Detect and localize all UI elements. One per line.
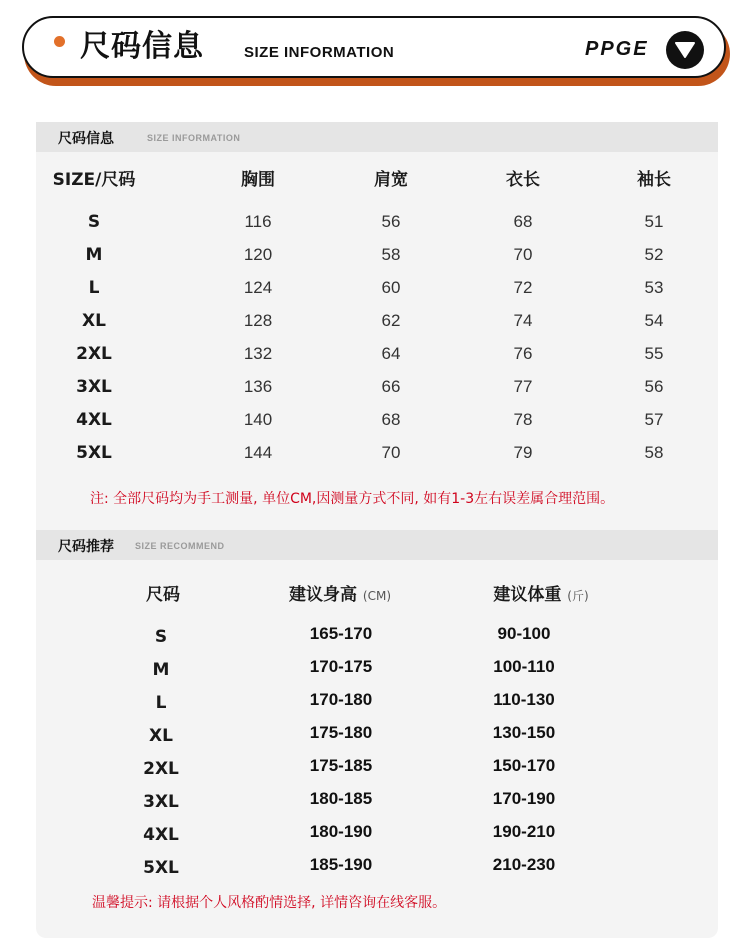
- recommend-row-size: L: [155, 693, 167, 713]
- size-cell: 79: [513, 443, 533, 462]
- size-cell: 60: [381, 278, 401, 297]
- size-recommend-title: 尺码推荐: [58, 539, 114, 555]
- recommend-height-cell: 175-180: [309, 723, 373, 742]
- size-col-header: SIZE/尺码: [52, 170, 136, 190]
- size-recommend-note: 温馨提示: 请根据个人风格酌情选择, 详情咨询在线客服。: [92, 895, 447, 911]
- size-cell: 53: [644, 278, 664, 297]
- size-cell: 64: [381, 344, 401, 363]
- size-col-header: 肩宽: [374, 170, 408, 190]
- chevron-down-icon: [666, 31, 704, 69]
- recommend-col-weight: 建议体重 (斤): [493, 585, 589, 605]
- size-recommend-subtitle: SIZE RECOMMEND: [135, 541, 225, 551]
- size-cell: 78: [513, 410, 533, 429]
- accent-dot-icon: [54, 36, 65, 47]
- size-cell: 62: [381, 311, 401, 330]
- recommend-col-size: 尺码: [146, 585, 180, 605]
- size-cell: 68: [513, 212, 533, 231]
- page-subtitle: SIZE INFORMATION: [244, 44, 395, 61]
- size-cell: 132: [243, 344, 273, 363]
- size-col-header: 衣长: [506, 170, 540, 190]
- recommend-row-size: 4XL: [143, 825, 179, 845]
- size-cell: 68: [381, 410, 401, 429]
- size-cell: 116: [244, 212, 272, 231]
- size-recommend-header: [36, 530, 718, 560]
- recommend-row-size: 5XL: [143, 858, 179, 878]
- recommend-row-size: M: [152, 660, 170, 680]
- size-row-label: S: [87, 212, 101, 232]
- size-cell: 52: [644, 245, 664, 264]
- recommend-weight-cell: 210-230: [492, 855, 556, 874]
- recommend-weight-cell: 130-150: [492, 723, 556, 742]
- size-col-header: 袖长: [637, 170, 671, 190]
- size-info-panel: [36, 122, 718, 530]
- recommend-height-cell: 170-180: [309, 690, 373, 709]
- recommend-row-size: S: [154, 627, 168, 647]
- size-cell: 140: [243, 410, 273, 429]
- page-title: 尺码信息: [80, 29, 204, 64]
- size-cell: 54: [644, 311, 664, 330]
- size-cell: 136: [243, 377, 273, 396]
- recommend-weight-cell: 190-210: [492, 822, 556, 841]
- size-cell: 56: [644, 377, 664, 396]
- recommend-height-cell: 180-190: [309, 822, 373, 841]
- size-cell: 58: [381, 245, 401, 264]
- recommend-weight-cell: 100-110: [493, 657, 555, 676]
- size-cell: 66: [381, 377, 401, 396]
- size-cell: 58: [644, 443, 664, 462]
- size-row-label: XL: [82, 311, 106, 331]
- recommend-row-size: 2XL: [143, 759, 179, 779]
- recommend-row-size: XL: [149, 726, 173, 746]
- size-info-title: 尺码信息: [58, 131, 114, 147]
- recommend-height-cell: 175-185: [309, 756, 373, 775]
- size-cell: 77: [513, 377, 533, 396]
- recommend-col-height: 建议身高 (CM): [288, 585, 392, 605]
- recommend-weight-cell: 90-100: [497, 624, 551, 643]
- size-info-header: [36, 122, 718, 152]
- recommend-height-cell: 180-185: [309, 789, 373, 808]
- size-row-label: 4XL: [76, 410, 112, 430]
- size-row-label: 5XL: [76, 443, 112, 463]
- recommend-weight-cell: 110-130: [493, 690, 555, 709]
- size-cell: 70: [513, 245, 533, 264]
- recommend-height-cell: 185-190: [309, 855, 373, 874]
- size-info-subtitle: SIZE INFORMATION: [147, 133, 241, 143]
- size-cell: 128: [243, 311, 273, 330]
- size-cell: 72: [513, 278, 533, 297]
- size-cell: 56: [381, 212, 401, 231]
- recommend-row-size: 3XL: [143, 792, 179, 812]
- size-row-label: 2XL: [76, 344, 112, 364]
- size-cell: 124: [243, 278, 273, 297]
- brand-logo: PPGE: [585, 38, 649, 60]
- size-cell: 51: [644, 212, 664, 231]
- size-recommend-panel: [36, 530, 718, 938]
- recommend-height-cell: 170-175: [309, 657, 373, 676]
- recommend-height-cell: 165-170: [309, 624, 373, 643]
- size-cell: 74: [513, 311, 533, 330]
- recommend-weight-cell: 150-170: [492, 756, 556, 775]
- size-cell: 144: [243, 443, 273, 462]
- size-row-label: M: [85, 245, 103, 265]
- size-info-note: 注: 全部尺码均为手工测量, 单位CM,因测量方式不同, 如有1-3左右误差属合理范围。: [90, 491, 615, 507]
- size-cell: 55: [644, 344, 664, 363]
- size-col-header: 胸围: [241, 170, 275, 190]
- size-row-label: L: [88, 278, 100, 298]
- size-cell: 70: [381, 443, 401, 462]
- size-cell: 57: [644, 410, 664, 429]
- recommend-weight-cell: 170-190: [492, 789, 556, 808]
- size-row-label: 3XL: [76, 377, 112, 397]
- size-cell: 76: [513, 344, 533, 363]
- size-cell: 120: [243, 245, 273, 264]
